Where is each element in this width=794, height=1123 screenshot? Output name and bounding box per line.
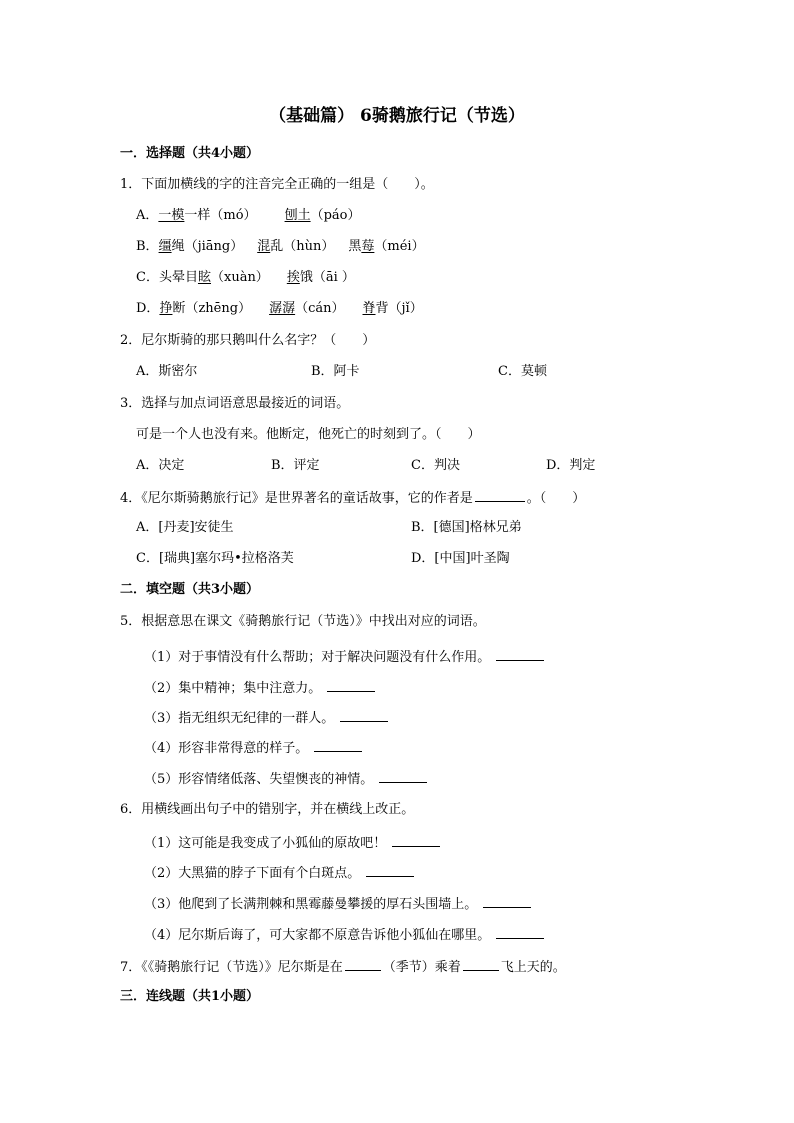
question-5-item [144, 709, 388, 727]
underlined-word: 挣 [159, 301, 173, 316]
answer-blank[interactable] [379, 770, 427, 783]
underlined-word: 挨 [286, 270, 300, 285]
option-text: 一样（mó） [184, 208, 257, 223]
item-text: （4）形容非常得意的样子。 [144, 741, 309, 756]
answer-blank[interactable] [392, 834, 440, 847]
answer-blank[interactable] [475, 489, 525, 502]
item-text: （3）他爬到了长满荆棘和黑霉藤曼攀援的厚石头围墙上。 [144, 897, 478, 912]
question-3-option-c: C．判决 [411, 458, 460, 473]
section-heading-fill: 二．填空题（共3小题） [120, 582, 260, 597]
answer-blank[interactable] [483, 895, 531, 908]
question-2-option-b: B．阿卡 [311, 364, 360, 379]
question-2-option-a: A．斯密尔 [136, 364, 198, 379]
answer-blank[interactable] [345, 958, 381, 971]
option-label: D． [136, 301, 160, 316]
option-text: （xuàn） [210, 270, 269, 285]
answer-blank[interactable] [314, 739, 362, 752]
question-4-stem-text: 4．《尼尔斯骑鹅旅行记》是世界著名的童话故事，它的作者是 [120, 491, 473, 506]
question-3-option-b: B．评定 [271, 458, 320, 473]
question-5-item [144, 648, 544, 666]
question-7-text: （季节）乘着 [382, 960, 461, 975]
underlined-word: 混 [257, 239, 271, 254]
question-6-item [144, 926, 544, 944]
underlined-word: 刨土 [284, 208, 311, 223]
option-text: 背（jǐ） [375, 301, 423, 316]
item-text: （2）集中精神；集中注意力。 [144, 681, 322, 696]
question-1-option-d [136, 301, 423, 317]
question-1-option-c [136, 270, 355, 286]
question-5-item [144, 770, 427, 788]
option-text: 黑 [348, 239, 362, 254]
question-4-stem-end: 。（ ） [526, 491, 586, 506]
question-4-stem [120, 489, 585, 507]
question-4-option-b: B．[德国]格林兄弟 [411, 520, 522, 535]
page-title: （基础篇） 6骑鹅旅行记（节选） [269, 106, 525, 126]
answer-blank[interactable] [496, 648, 544, 661]
underlined-word: 眩 [197, 270, 211, 285]
answer-blank[interactable] [496, 926, 544, 939]
question-5-item [144, 739, 362, 757]
item-text: （1）这可能是我变成了小狐仙的原故吧！ [144, 836, 387, 851]
underlined-word: 莓 [361, 239, 375, 254]
answer-blank[interactable] [340, 709, 388, 722]
question-7-text: 7．《《骑鹅旅行记（节选）》尼尔斯是在 [120, 960, 343, 975]
option-label: B． [136, 239, 159, 254]
question-5-stem: 5．根据意思在课文《骑鹅旅行记（节选）》中找出对应的词语。 [120, 614, 486, 629]
section-heading-choice: 一．选择题（共4小题） [120, 146, 260, 161]
option-text: 饿（āi ） [299, 270, 355, 285]
question-5-item [144, 679, 375, 697]
item-text: （1）对于事情没有什么帮助；对于解决问题没有什么作用。 [144, 650, 491, 665]
answer-blank[interactable] [463, 958, 499, 971]
item-text: （3）指无组织无纪律的一群人。 [144, 711, 335, 726]
option-text: 乱（hùn） [270, 239, 335, 254]
answer-blank[interactable] [366, 864, 414, 877]
section-heading-matching: 三．连线题（共1小题） [120, 989, 260, 1004]
underlined-word: 缰 [158, 239, 172, 254]
answer-blank[interactable] [327, 679, 375, 692]
option-text: （méi） [374, 239, 425, 254]
question-1-stem: 1．下面加横线的字的注音完全正确的一组是（ ）。 [120, 177, 434, 192]
question-2-stem: 2．尼尔斯骑的那只鹅叫什么名字？（ ） [120, 333, 376, 348]
question-7 [120, 958, 566, 976]
question-6-stem: 6．用横线画出句子中的错别字，并在横线上改正。 [120, 802, 415, 817]
question-6-item [144, 895, 531, 913]
option-label: A． [136, 208, 159, 223]
option-label: C． [136, 270, 159, 285]
underlined-word: 脊 [362, 301, 376, 316]
item-text: （5）形容情绪低落、失望懊丧的神情。 [144, 772, 374, 787]
option-text: （cán） [295, 301, 345, 316]
question-4-option-a: A．[丹麦]安徒生 [136, 520, 234, 535]
option-text: （páo） [310, 208, 361, 223]
item-text: （2）大黑猫的脖子下面有个白斑点。 [144, 866, 361, 881]
question-6-item [144, 834, 440, 852]
option-text: 头晕目 [158, 270, 198, 285]
question-4-option-d: D．[中国]叶圣陶 [411, 551, 510, 566]
question-7-text: 飞上天的。 [500, 960, 566, 975]
underlined-word: 一模 [158, 208, 185, 223]
question-3-option-a: A．决定 [136, 458, 185, 473]
question-3-stem: 3．选择与加点词语意思最接近的词语。 [120, 396, 350, 411]
question-1-option-b [136, 239, 425, 255]
question-2-option-c: C．莫顿 [498, 364, 547, 379]
option-text: 断（zhēng） [172, 301, 252, 316]
question-6-item [144, 864, 414, 882]
item-text: （4）尼尔斯后诲了，可大家都不原意告诉他小狐仙在哪里。 [144, 928, 491, 943]
question-3-sentence: 可是一个人也没有来。他断定，他死亡的时刻到了。（ ） [136, 427, 481, 442]
question-1-option-a [136, 208, 360, 224]
option-text: 绳（jiāng） [171, 239, 244, 254]
underlined-word: 潺潺 [269, 301, 296, 316]
question-4-option-c: C．[瑞典]塞尔玛•拉格洛芙 [136, 551, 294, 566]
question-3-option-d: D．判定 [546, 458, 596, 473]
